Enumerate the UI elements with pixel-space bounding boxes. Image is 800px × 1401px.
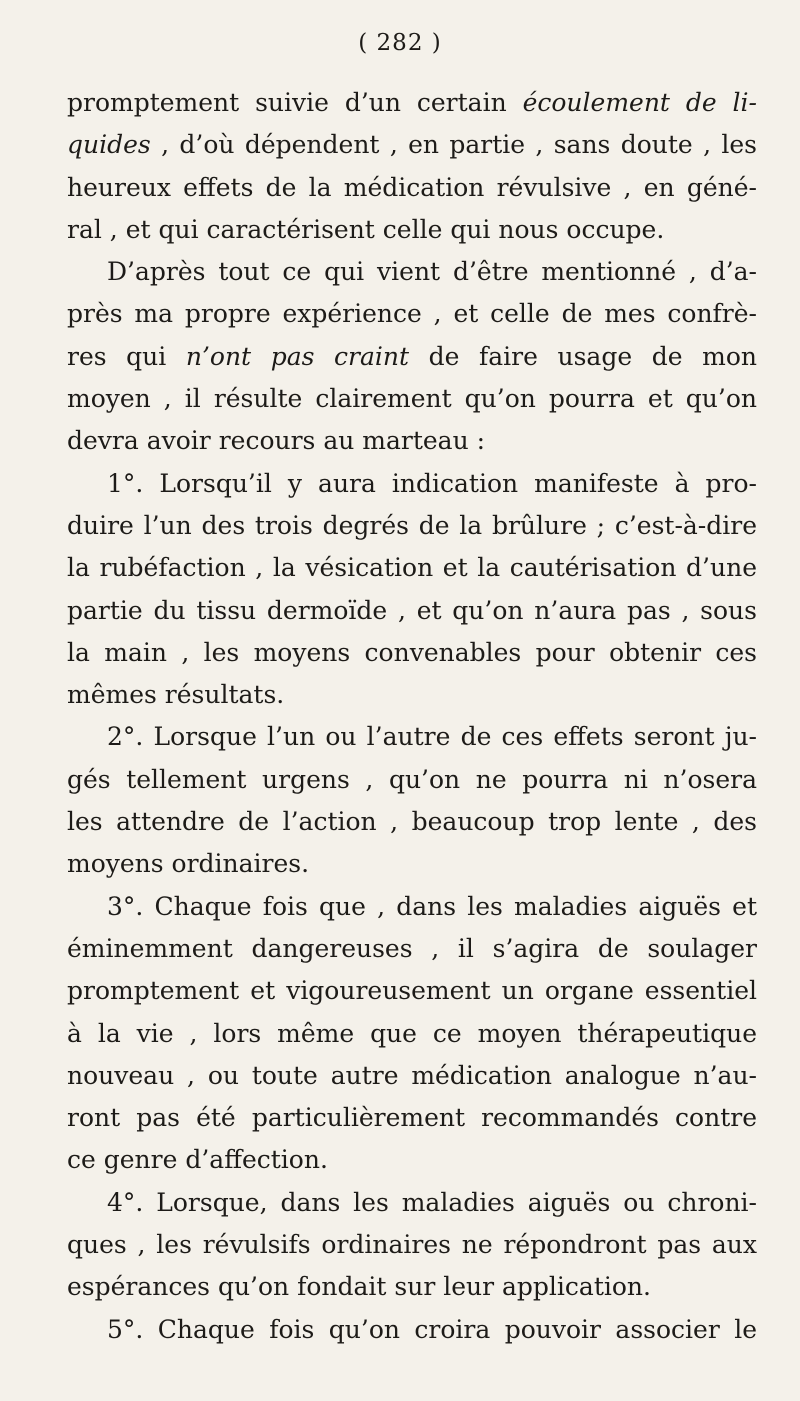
text-segment: ce genre d’affection. [67,1145,328,1175]
text-segment: nouveau , ou toute autre médication analogue n’au- [67,1060,757,1090]
text-line [67,420,757,462]
text-segment: D’après tout ce qui vient d’être mentionné , d’a- [107,257,757,287]
text-line [67,674,757,716]
text-segment: 4°. Lorsque, dans les maladies aiguës ou chroni- [107,1187,757,1217]
text-segment: près ma propre expérience , et celle de mes confrè- [67,299,757,329]
text-segment: moyen , il résulte clairement qu’on pourra et qu’on [67,384,757,414]
text-segment: 5°. Chaque fois qu’on croira pouvoir associer le [107,1314,757,1344]
text-line [67,1266,757,1308]
text-line [67,801,757,843]
text-segment: ral , et qui caractérisent celle qui nous occupe. [67,214,665,244]
italic-text: quides [67,130,151,160]
page-number: ( 282 ) [358,30,442,56]
text-line [67,463,757,505]
text-line [67,1097,757,1139]
text-line [67,1182,757,1224]
text-line [67,547,757,589]
text-segment: duire l’un des trois degrés de la brûlure ; c’est-à-dire [67,510,757,540]
text-segment: les attendre de l’action , beaucoup trop lente , des [67,807,757,837]
text-segment: espérances qu’on fondait sur leur application. [67,1272,651,1302]
text-line [67,716,757,758]
text-segment: res qui [67,341,186,371]
text-line [67,251,757,293]
text-segment: partie du tissu dermoïde , et qu’on n’aura pas , sous [67,595,757,625]
text-segment: promptement et vigoureusement un organe essentiel [67,976,757,1006]
text-line [67,1055,757,1097]
text-line [67,505,757,547]
text-line [67,759,757,801]
text-segment: moyens ordinaires. [67,849,310,879]
text-line [67,124,757,166]
text-line [67,1139,757,1181]
text-line [67,843,757,885]
text-segment: de faire usage de mon [409,341,757,371]
text-line [67,293,757,335]
text-segment: ques , les révulsifs ordinaires ne répondront pas aux [67,1230,757,1260]
italic-text: écoulement de li- [522,88,757,117]
text-line [67,1013,757,1055]
text-segment: éminemment dangereuses , il s’agira de soulager [67,933,757,963]
text-line [67,209,757,251]
text-line [67,1309,757,1351]
text-line [67,82,757,124]
text-segment: 1°. Lorsqu’il y aura indication manifeste à pro- [107,468,757,498]
text-segment: promptement suivie d’un certain [67,88,523,117]
text-segment: gés tellement urgens , qu’on ne pourra ni n’osera [67,764,757,794]
text-segment: 2°. Lorsque l’un ou l’autre de ces effets seront ju- [107,722,757,752]
text-segment: la main , les moyens convenables pour obtenir ces [67,637,757,667]
text-segment: la rubéfaction , la vésication et la cautérisation d’une [67,553,757,583]
text-segment: , d’où dépendent , en partie , sans doute , les [150,130,757,160]
text-line [67,928,757,970]
text-segment: mêmes résultats. [67,680,285,710]
text-segment: à la vie , lors même que ce moyen thérapeutique [67,1018,757,1048]
text-line [67,590,757,632]
text-segment: heureux effets de la médication révulsive , en géné- [67,172,757,202]
text-line [67,167,757,209]
text-line [67,336,757,378]
text-line [67,1224,757,1266]
text-line [67,632,757,674]
body-text [67,82,757,1351]
text-segment: devra avoir recours au marteau : [67,426,486,456]
text-segment: 3°. Chaque fois que , dans les maladies aiguës et [107,891,757,921]
text-line [67,378,757,420]
text-segment: ront pas été particulièrement recommandés contre [67,1103,757,1133]
text-line [67,970,757,1012]
text-line [67,886,757,928]
italic-text: n’ont pas craint [185,341,410,371]
